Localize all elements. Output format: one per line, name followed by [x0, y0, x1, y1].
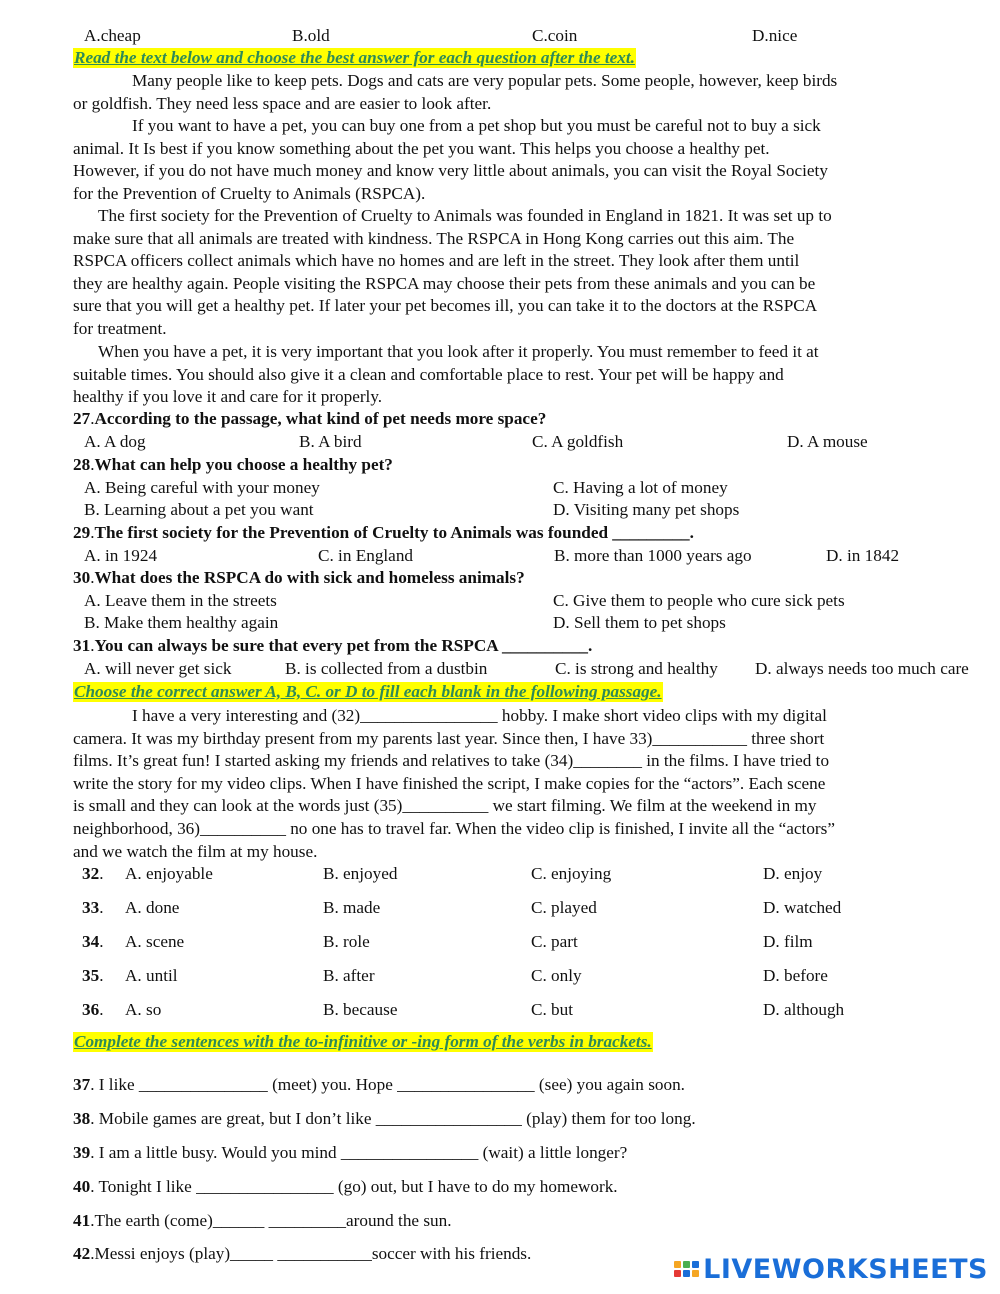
- sentence-text: .The earth (come)______ _________around the sun.: [90, 1211, 452, 1230]
- passage-line: sure that you will get a healthy pet. If later your pet becomes ill, you can take it to the doctors at the RSPCA: [73, 296, 818, 316]
- sentence-text: . Mobile games are great, but I don’t like _________________ (play) them for too long.: [90, 1109, 696, 1128]
- question-29: 29.The first society for the Prevention of Cruelty to Animals was founded _________.: [73, 523, 694, 542]
- q29-option-a[interactable]: A. in 1924: [84, 546, 158, 565]
- question-number: 31: [73, 636, 91, 655]
- q31-option-a[interactable]: A. will never get sick: [84, 659, 232, 678]
- passage-line: they are healthy again. People visiting the RSPCA may choose their pets from these animals and you can be: [73, 273, 816, 293]
- passage-line: However, if you do not have much money and know very little about animals, you can visit the Royal Society: [73, 161, 828, 181]
- item-33-option-c[interactable]: C. played: [531, 898, 597, 917]
- top-option-a[interactable]: A.cheap: [84, 26, 141, 45]
- cloze-passage: [73, 705, 943, 863]
- item-35-option-d[interactable]: D. before: [763, 966, 828, 985]
- sentence-41[interactable]: [73, 1210, 452, 1233]
- q28-option-d[interactable]: D. Visiting many pet shops: [553, 500, 740, 519]
- item-35-option-b[interactable]: B. after: [323, 966, 375, 985]
- question-text: What can help you choose a healthy pet?: [94, 455, 393, 474]
- question-28: 28.What can help you choose a healthy pet?: [73, 455, 393, 474]
- question-text: You can always be sure that every pet from the RSPCA __________.: [94, 636, 593, 655]
- passage-line: for treatment.: [73, 318, 167, 338]
- item-36-option-d[interactable]: D. although: [763, 1000, 845, 1019]
- item-36-option-b[interactable]: B. because: [323, 1000, 398, 1019]
- question-30: 30.What does the RSPCA do with sick and homeless animals?: [73, 568, 525, 587]
- cloze-item-35: [0, 965, 1000, 989]
- sentence-42[interactable]: [73, 1243, 531, 1266]
- reading-paragraph-1: [73, 70, 943, 115]
- reading-paragraph-4: [73, 341, 943, 409]
- passage-line: films. It’s great fun! I started asking my friends and relatives to take (34)________ in the films. I have tried to: [73, 751, 830, 771]
- sentence-40[interactable]: [73, 1176, 618, 1199]
- q29-option-b[interactable]: B. more than 1000 years ago: [554, 546, 752, 565]
- sentence-number: 42: [73, 1244, 91, 1263]
- q30-option-c[interactable]: C. Give them to people who cure sick pets: [553, 591, 845, 610]
- question-number: 28: [73, 455, 91, 474]
- liveworksheets-logo[interactable]: [674, 1253, 988, 1287]
- passage-line: for the Prevention of Cruelty to Animals (RSPCA).: [73, 183, 426, 203]
- passage-line: is small and they can look at the words just (35)__________ we start filming. We film at the weekend in my: [73, 796, 817, 816]
- question-text: According to the passage, what kind of pet needs more space?: [94, 409, 547, 428]
- passage-line: or goldfish. They need less space and are easier to look after.: [73, 93, 492, 113]
- sentence-37[interactable]: [73, 1074, 685, 1097]
- question-text: The first society for the Prevention of Cruelty to Animals was founded _________.: [94, 523, 694, 542]
- passage-line: When you have a pet, it is very important that you look after it properly. You must remember to feed it at: [98, 342, 819, 361]
- sentence-text: . I am a little busy. Would you mind ________________ (wait) a little longer?: [90, 1143, 628, 1162]
- passage-line: write the story for my video clips. When I have finished the script, I make copies for the “actors”. Each scene: [73, 773, 826, 793]
- reading-paragraph-3: [73, 205, 943, 341]
- passage-line: camera. It was my birthday present from my parents last year. Since then, I have 33)___________ three short: [73, 728, 825, 748]
- q27-option-b[interactable]: B. A bird: [299, 432, 362, 451]
- cloze-item-32: [0, 863, 1000, 887]
- passage-line: If you want to have a pet, you can buy one from a pet shop but you must be careful not to buy a sick: [132, 116, 821, 135]
- q28-option-b[interactable]: B. Learning about a pet you want: [84, 500, 314, 519]
- item-number: 36.: [82, 1000, 104, 1019]
- passage-line: suitable times. You should also give it a clean and comfortable place to rest. Your pet will be happy and: [73, 364, 784, 384]
- sentence-39[interactable]: [73, 1142, 627, 1165]
- passage-line: make sure that all animals are treated with kindness. The RSPCA in Hong Kong carries out this aim. The: [73, 228, 795, 248]
- item-35-option-a[interactable]: A. until: [125, 966, 178, 985]
- item-32-option-d[interactable]: D. enjoy: [763, 864, 823, 883]
- passage-line: The first society for the Prevention of Cruelty to Animals was founded in England in 1821. It was set up to: [98, 206, 832, 225]
- q29-option-c[interactable]: C. in England: [318, 546, 414, 565]
- item-32-option-a[interactable]: A. enjoyable: [125, 864, 213, 883]
- item-32-option-c[interactable]: C. enjoying: [531, 864, 612, 883]
- passage-line: animal. It Is best if you know something about the pet you want. This helps you choose a healthy pet.: [73, 138, 770, 158]
- item-33-option-b[interactable]: B. made: [323, 898, 381, 917]
- q31-option-c[interactable]: C. is strong and healthy: [555, 659, 718, 678]
- q29-option-d[interactable]: D. in 1842: [826, 546, 900, 565]
- section1-instruction: Read the text below and choose the best answer for each question after the text.: [74, 48, 635, 67]
- passage-line: RSPCA officers collect animals which have no homes and are left in the street. They look after them until: [73, 251, 800, 271]
- q30-option-d[interactable]: D. Sell them to pet shops: [553, 613, 726, 632]
- cloze-item-33: [0, 897, 1000, 921]
- passage-line: neighborhood, 36)__________ no one has to travel far. When the video clip is finished, I invite all the “actors”: [73, 818, 835, 838]
- item-number: 34.: [82, 932, 104, 951]
- q27-option-a[interactable]: A. A dog: [84, 432, 146, 451]
- passage-line: and we watch the film at my house.: [73, 841, 318, 861]
- q30-option-b[interactable]: B. Make them healthy again: [84, 613, 279, 632]
- item-number-value: 34: [82, 932, 100, 951]
- q31-option-b[interactable]: B. is collected from a dustbin: [285, 659, 488, 678]
- sentence-text: .Messi enjoys (play)_____ ___________soccer with his friends.: [90, 1244, 532, 1263]
- question-number: 27: [73, 409, 91, 428]
- liveworksheets-logo-icon: [674, 1257, 700, 1283]
- item-34-option-a[interactable]: A. scene: [125, 932, 185, 951]
- q30-option-a[interactable]: A. Leave them in the streets: [84, 591, 277, 610]
- top-option-d[interactable]: D.nice: [752, 26, 798, 45]
- question-27: 27.According to the passage, what kind of pet needs more space?: [73, 409, 547, 428]
- q27-option-d[interactable]: D. A mouse: [787, 432, 868, 451]
- item-33-option-a[interactable]: A. done: [125, 898, 180, 917]
- cloze-item-34: [0, 931, 1000, 955]
- cloze-item-36: [0, 999, 1000, 1023]
- item-36-option-a[interactable]: A. so: [125, 1000, 162, 1019]
- item-34-option-d[interactable]: D. film: [763, 932, 813, 951]
- passage-line: Many people like to keep pets. Dogs and cats are very popular pets. Some people, however, keep birds: [132, 71, 838, 90]
- sentence-38[interactable]: [73, 1108, 696, 1131]
- q31-option-d[interactable]: D. always needs too much care: [755, 659, 969, 678]
- item-34-option-c[interactable]: C. part: [531, 932, 578, 951]
- item-35-option-c[interactable]: C. only: [531, 966, 582, 985]
- item-32-option-b[interactable]: B. enjoyed: [323, 864, 398, 883]
- item-number-value: 35: [82, 966, 100, 985]
- passage-line: healthy if you love it and care for it properly.: [73, 387, 383, 407]
- sentence-number: 38: [73, 1109, 91, 1128]
- item-number: 35.: [82, 966, 104, 985]
- sentence-number: 41: [73, 1211, 91, 1230]
- item-number-value: 36: [82, 1000, 100, 1019]
- question-31: 31.You can always be sure that every pet from the RSPCA __________.: [73, 636, 593, 655]
- top-option-c[interactable]: C.coin: [532, 26, 578, 45]
- question-number: 29: [73, 523, 91, 542]
- q27-option-c[interactable]: C. A goldfish: [532, 432, 624, 451]
- item-33-option-d[interactable]: D. watched: [763, 898, 842, 917]
- passage-line: I have a very interesting and (32)________________ hobby. I make short video clips with my digital: [132, 706, 827, 725]
- item-number: 32.: [82, 864, 104, 883]
- reading-paragraph-2: [73, 115, 943, 205]
- item-34-option-b[interactable]: B. role: [323, 932, 370, 951]
- item-number-value: 32: [82, 864, 100, 883]
- top-option-b[interactable]: B.old: [292, 26, 330, 45]
- item-number: 33.: [82, 898, 104, 917]
- sentence-number: 40: [73, 1177, 91, 1196]
- question-text: What does the RSPCA do with sick and homeless animals?: [94, 568, 525, 587]
- sentence-text: . Tonight I like ________________ (go) out, but I have to do my homework.: [90, 1177, 618, 1196]
- section3-instruction: Complete the sentences with the to-infinitive or -ing form of the verbs in brackets.: [74, 1032, 652, 1051]
- section2-instruction: Choose the correct answer A, B, C. or D to fill each blank in the following passage.: [74, 682, 662, 701]
- sentence-number: 39: [73, 1143, 91, 1162]
- q28-option-c[interactable]: C. Having a lot of money: [553, 478, 728, 497]
- sentence-number: 37: [73, 1075, 91, 1094]
- liveworksheets-logo-text: LIVEWORKSHEETS: [703, 1254, 988, 1285]
- question-number: 30: [73, 568, 91, 587]
- item-36-option-c[interactable]: C. but: [531, 1000, 574, 1019]
- sentence-text: . I like _______________ (meet) you. Hope ________________ (see) you again soon.: [90, 1075, 685, 1094]
- q28-option-a[interactable]: A. Being careful with your money: [84, 478, 320, 497]
- item-number-value: 33: [82, 898, 100, 917]
